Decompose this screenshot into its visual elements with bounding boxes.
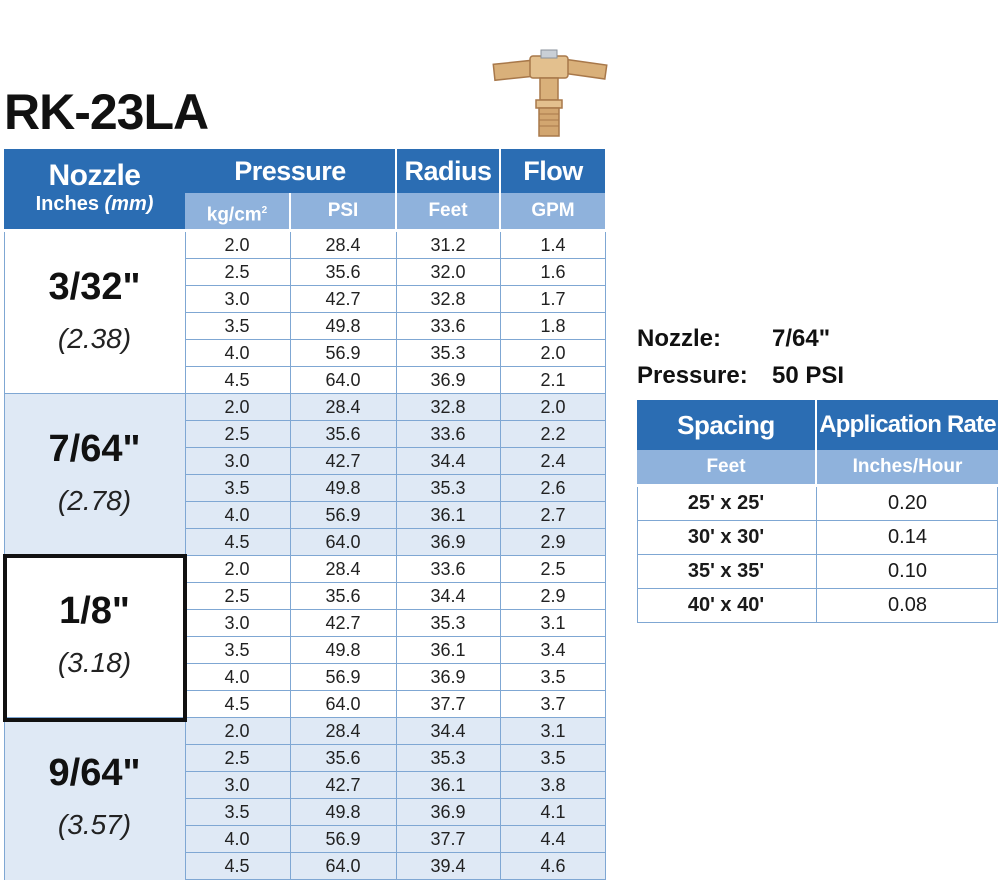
feet-cell: 32.8 [430, 289, 466, 309]
nozzle-cell [4, 232, 185, 394]
table-row [185, 232, 605, 259]
gpm-cell: 2.9 [540, 532, 566, 552]
feet-cell: 32.8 [430, 397, 466, 417]
gpm-cell: 1.6 [540, 262, 566, 282]
feet-cell: 35.3 [430, 613, 466, 633]
psi-cell: 64.0 [325, 370, 361, 390]
rate-column-divider [637, 487, 638, 623]
table-row [185, 394, 605, 421]
kgcm-superscript: 2 [261, 205, 268, 216]
rate-cell: 0.08 [888, 594, 927, 616]
psi-cell: 28.4 [325, 721, 361, 741]
psi-cell: 42.7 [325, 451, 361, 471]
nozzle-cell [4, 394, 185, 556]
application-rate-header: Application Rate [817, 400, 998, 450]
kgcm-cell: 2.5 [224, 262, 250, 282]
feet-cell: 36.1 [430, 775, 466, 795]
nozzle-info-value: 7/64" [772, 325, 831, 352]
psi-cell: 35.6 [325, 424, 361, 444]
rate-cell: 0.14 [888, 526, 927, 548]
table-row [185, 691, 605, 718]
feet-cell: 35.3 [430, 478, 466, 498]
psi-cell: 42.7 [325, 775, 361, 795]
gpm-cell: 2.9 [540, 586, 566, 606]
nozzle-mm: (3.57) [57, 809, 132, 840]
rate-column-divider [816, 487, 817, 623]
kgcm-cell: 4.5 [224, 856, 250, 876]
feet-cell: 36.1 [430, 505, 466, 525]
sprinkler-illustration [492, 48, 610, 140]
table-row [185, 448, 605, 475]
kgcm-cell: 4.5 [224, 370, 250, 390]
feet-cell: 39.4 [430, 856, 466, 876]
kgcm-cell: 2.0 [224, 559, 250, 579]
nozzle-units-mm: (mm) [104, 193, 154, 215]
kgcm-cell: 2.0 [224, 235, 250, 255]
psi-cell: 56.9 [325, 343, 361, 363]
pressure-info-value: 50 PSI [772, 362, 845, 389]
nozzle-info-label: Nozzle: [637, 325, 721, 352]
table-row [185, 502, 605, 529]
gpm-cell: 2.6 [540, 478, 566, 498]
nozzle-size: 1/8" [59, 590, 130, 632]
kgcm-cell: 4.0 [224, 829, 250, 849]
feet-cell: 34.4 [430, 586, 466, 606]
feet-cell: 33.6 [430, 316, 466, 336]
psi-cell: 49.8 [325, 316, 361, 336]
spacing-feet-header: Feet [637, 450, 815, 484]
gpm-header: GPM [501, 193, 605, 229]
rate-column-divider [997, 487, 998, 623]
psi-cell: 28.4 [325, 235, 361, 255]
gpm-cell: 2.0 [540, 397, 566, 417]
psi-cell: 35.6 [325, 748, 361, 768]
spacing-header: Spacing [637, 400, 815, 450]
nozzle-cell [4, 718, 185, 880]
table-row [185, 826, 605, 853]
nozzle-size: 9/64" [48, 752, 141, 794]
gpm-cell: 4.6 [540, 856, 566, 876]
kgcm-cell: 2.5 [224, 424, 250, 444]
psi-cell: 49.8 [325, 478, 361, 498]
table-row [185, 529, 605, 556]
table-row [185, 799, 605, 826]
gpm-cell: 2.5 [540, 559, 566, 579]
gpm-cell: 4.1 [540, 802, 566, 822]
nozzle-header-label: Nozzle [48, 159, 141, 192]
psi-cell: 42.7 [325, 289, 361, 309]
kgcm-cell: 3.0 [224, 289, 250, 309]
spacing-cell: 25' x 25' [687, 492, 765, 514]
nozzle-header [4, 149, 185, 229]
kgcm-cell: 4.5 [224, 694, 250, 714]
psi-cell: 28.4 [325, 559, 361, 579]
rate-table-row [637, 589, 998, 622]
table-row [185, 772, 605, 799]
feet-header: Feet [397, 193, 499, 229]
radius-header: Radius [397, 149, 499, 193]
kgcm-cell: 3.5 [224, 478, 250, 498]
feet-cell: 37.7 [430, 694, 466, 714]
psi-cell: 64.0 [325, 856, 361, 876]
spacing-cell: 35' x 35' [687, 560, 765, 582]
table-row [185, 583, 605, 610]
nozzle-mm: (2.38) [57, 323, 132, 354]
kgcm-cell: 3.5 [224, 802, 250, 822]
feet-cell: 35.3 [430, 343, 466, 363]
feet-cell: 31.2 [430, 235, 466, 255]
column-divider [605, 232, 606, 880]
psi-cell: 56.9 [325, 667, 361, 687]
psi-cell: 49.8 [325, 802, 361, 822]
gpm-cell: 2.4 [540, 451, 566, 471]
kgcm-header [185, 193, 289, 229]
kgcm-cell: 3.5 [224, 640, 250, 660]
gpm-cell: 1.8 [540, 316, 566, 336]
nozzle-size: 7/64" [48, 428, 141, 470]
psi-cell: 64.0 [325, 532, 361, 552]
psi-cell: 35.6 [325, 262, 361, 282]
kgcm-cell: 4.0 [224, 505, 250, 525]
rate-row-divider [637, 622, 998, 623]
feet-cell: 36.9 [430, 532, 466, 552]
feet-cell: 35.3 [430, 748, 466, 768]
gpm-cell: 3.1 [540, 721, 566, 741]
feet-cell: 36.9 [430, 667, 466, 687]
table-row [185, 313, 605, 340]
gpm-cell: 3.8 [540, 775, 566, 795]
psi-cell: 49.8 [325, 640, 361, 660]
rate-table-row [637, 487, 998, 520]
nozzle-header-units [4, 193, 185, 216]
gpm-cell: 3.5 [540, 667, 566, 687]
nozzle-mm: (2.78) [57, 485, 132, 516]
flow-header: Flow [501, 149, 605, 193]
psi-cell: 64.0 [325, 694, 361, 714]
row-divider [185, 879, 605, 880]
kgcm-cell: 2.5 [224, 586, 250, 606]
feet-cell: 36.9 [430, 370, 466, 390]
selected-nozzle-highlight [3, 554, 187, 722]
feet-cell: 34.4 [430, 451, 466, 471]
table-row [185, 286, 605, 313]
column-divider [500, 232, 501, 880]
feet-cell: 36.1 [430, 640, 466, 660]
table-row [185, 637, 605, 664]
column-divider [396, 232, 397, 880]
spacing-cell: 40' x 40' [687, 594, 765, 616]
kgcm-cell: 3.0 [224, 775, 250, 795]
kgcm-cell: 4.0 [224, 667, 250, 687]
page-title: RK-23LA [4, 84, 209, 140]
table-row [185, 340, 605, 367]
rate-table-row [637, 521, 998, 554]
feet-cell: 33.6 [430, 559, 466, 579]
column-divider [290, 232, 291, 880]
group-divider [4, 393, 185, 394]
psi-cell: 56.9 [325, 505, 361, 525]
table-row [185, 718, 605, 745]
kgcm-cell: 4.0 [224, 343, 250, 363]
table-row [185, 475, 605, 502]
gpm-cell: 3.4 [540, 640, 566, 660]
table-row [185, 610, 605, 637]
feet-cell: 32.0 [430, 262, 466, 282]
psi-cell: 42.7 [325, 613, 361, 633]
gpm-cell: 2.0 [540, 343, 566, 363]
kgcm-label: kg/cm [206, 204, 262, 226]
gpm-cell: 3.7 [540, 694, 566, 714]
feet-cell: 36.9 [430, 802, 466, 822]
inches-hour-header: Inches/Hour [817, 450, 998, 484]
table-row [185, 745, 605, 772]
kgcm-cell: 2.5 [224, 748, 250, 768]
gpm-cell: 1.7 [540, 289, 566, 309]
psi-cell: 35.6 [325, 586, 361, 606]
rate-cell: 0.10 [888, 560, 927, 582]
table-row [185, 556, 605, 583]
feet-cell: 37.7 [430, 829, 466, 849]
table-row [185, 259, 605, 286]
rate-cell: 0.20 [888, 492, 927, 514]
kgcm-cell: 3.0 [224, 451, 250, 471]
pressure-info-label: Pressure: [637, 362, 748, 389]
spacing-cell: 30' x 30' [687, 526, 765, 548]
gpm-cell: 4.4 [540, 829, 566, 849]
kgcm-cell: 3.5 [224, 316, 250, 336]
feet-cell: 33.6 [430, 424, 466, 444]
gpm-cell: 2.7 [540, 505, 566, 525]
table-row [185, 664, 605, 691]
kgcm-cell: 2.0 [224, 721, 250, 741]
gpm-cell: 3.1 [540, 613, 566, 633]
gpm-cell: 2.1 [540, 370, 566, 390]
psi-cell: 56.9 [325, 829, 361, 849]
table-row [185, 853, 605, 880]
pressure-header: Pressure [185, 149, 395, 193]
kgcm-cell: 2.0 [224, 397, 250, 417]
kgcm-cell: 3.0 [224, 613, 250, 633]
kgcm-cell: 4.5 [224, 532, 250, 552]
nozzle-units-inches: Inches [35, 193, 105, 215]
table-row [185, 367, 605, 394]
gpm-cell: 2.2 [540, 424, 566, 444]
nozzle-mm: (3.18) [57, 647, 132, 678]
gpm-cell: 3.5 [540, 748, 566, 768]
gpm-cell: 1.4 [540, 235, 566, 255]
table-row [185, 421, 605, 448]
nozzle-size: 3/32" [48, 266, 141, 308]
rate-table-row [637, 555, 998, 588]
feet-cell: 34.4 [430, 721, 466, 741]
psi-cell: 28.4 [325, 397, 361, 417]
psi-header: PSI [291, 193, 395, 229]
